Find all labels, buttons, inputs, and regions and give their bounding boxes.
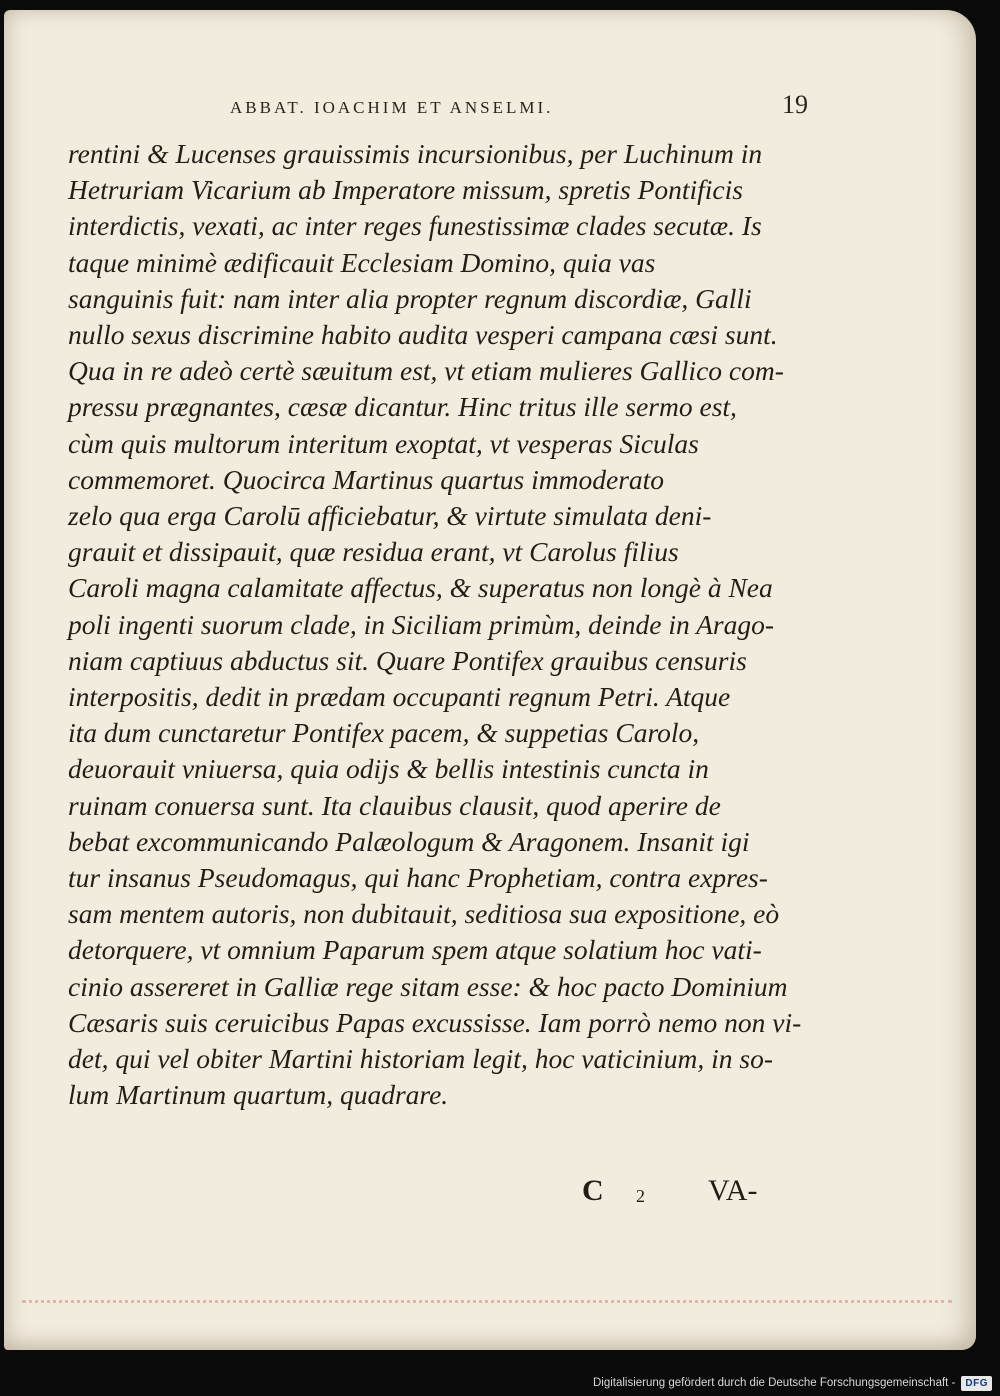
text-line: Cæsaris suis ceruicibus Papas excussisse. Iam porrò nemo non vi- [68, 1006, 802, 1038]
text-line: sam mentem autoris, non dubitauit, seditiosa sua expositione, eò [68, 898, 780, 930]
text-line: nullo sexus discrimine habito audita vesperi campana cæsi sunt. [68, 319, 778, 351]
text-line: grauit et dissipauit, quæ residua erant, vt Carolus filius [68, 536, 679, 568]
text-line: Hetruriam Vicarium ab Imperatore missum, spretis Pontificis [68, 174, 743, 206]
body-text [68, 136, 808, 1113]
text-line: pressu prægnantes, cæsæ dicantur. Hinc tritus ille sermo est, [68, 391, 737, 423]
text-line: interdictis, vexati, ac inter reges funestissimæ clades secutæ. Is [68, 210, 762, 242]
dfg-logo: DFG [961, 1376, 992, 1391]
text-line: zelo qua erga Carolū afficiebatur, & virtute simulata deni- [68, 500, 712, 532]
text-line: bebat excommunicando Palæologum & Aragonem. Insanit igi [68, 825, 750, 857]
signature-mark: C [582, 1174, 604, 1207]
text-line: detorquere, vt omnium Paparum spem atque solatium hoc vati- [68, 934, 762, 966]
text-line: sanguinis fuit: nam inter alia propter regnum discordiæ, Galli [68, 282, 752, 314]
text-line: deuorauit vniuersa, quia odijs & bellis intestinis cuncta in [68, 753, 709, 785]
text-line: cùm quis multorum interitum exoptat, vt vesperas Siculas [68, 427, 699, 459]
text-line: lum Martinum quartum, quadrare. [68, 1079, 449, 1111]
text-line: ruinam conuersa sunt. Ita clauibus clausit, quod aperire de [68, 789, 721, 821]
text-line: commemoret. Quocirca Martinus quartus immoderato [68, 463, 665, 495]
dotted-rule [22, 1300, 952, 1307]
running-head: ABBAT. IOACHIM ET ANSELMI. [230, 98, 554, 117]
page-number: 19 [782, 90, 808, 119]
text-line: Qua in re adeò certè sæuitum est, vt etiam mulieres Gallico com- [68, 355, 784, 387]
catchword: VA- [708, 1174, 758, 1207]
text-line: taque minimè ædificauit Ecclesiam Domino, quia vas [68, 246, 656, 278]
text-line: interpositis, dedit in prædam occupanti regnum Petri. Atque [68, 681, 731, 713]
text-line: poli ingenti suorum clade, in Siciliam primùm, deinde in Arago- [68, 608, 775, 640]
credit-text: Digitalisierung gefördert durch die Deutsche Forschungsgemeinschaft - [592, 1377, 956, 1389]
text-line: tur insanus Pseudomagus, qui hanc Prophetiam, contra expres- [68, 862, 768, 894]
text-line: rentini & Lucenses grauissimis incursionibus, per Luchinum in [68, 138, 763, 169]
text-line: Caroli magna calamitate affectus, & superatus non longè à Nea [68, 572, 773, 604]
text-line: ita dum cunctaretur Pontifex pacem, & suppetias Carolo, [68, 717, 700, 749]
text-line: cinio assereret in Galliæ rege sitam esse: & hoc pacto Dominium [68, 970, 788, 1002]
text-line: det, qui vel obiter Martini historiam legit, hoc vaticinium, in so- [68, 1043, 773, 1075]
book-page [4, 10, 976, 1350]
text-line: niam captiuus abductus sit. Quare Pontifex grauibus censuris [68, 644, 747, 676]
signature-number: 2 [636, 1186, 645, 1206]
credit-footer [593, 1373, 992, 1393]
